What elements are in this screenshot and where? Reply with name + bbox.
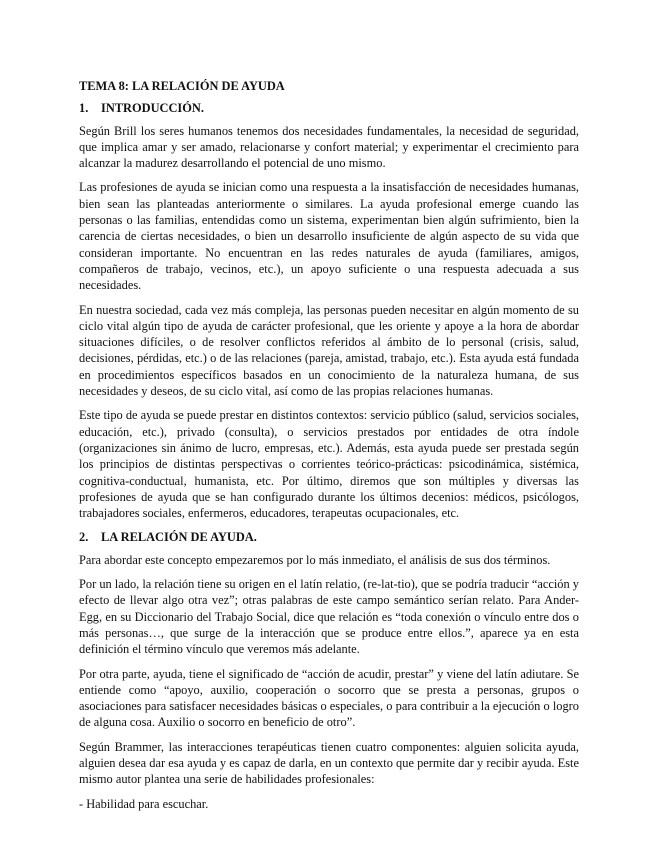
document-title: TEMA 8: LA RELACIÓN DE AYUDA	[79, 79, 285, 93]
paragraph: Por otra parte, ayuda, tiene el significado de “acción de acudir, prestar” y viene del latín adiutare. Se entiende como “apoyo, auxilio, cooperación o socorro que se presta a personas, grupos o asociaciones para satisfacer necesidades básicas o especiales, o para contribuir a la ejecución o logro de alguna cosa. Auxilio o socorro en beneficio de otro”.	[79, 666, 579, 730]
paragraph: Las profesiones de ayuda se inician como una respuesta a la insatisfacción de necesidades humanas, bien sean las planteadas anteriormente o similares. La ayuda profesional emerge cuando las personas o las familias, entendidas como un sistema, experimentan bien algún sufrimiento, bien la carencia de ciertas necesidades, o bien un desarrollo insuficiente de algún aspecto de su vida que consideran importante. No encuentran en las redes naturales de ayuda (familiares, amigos, compañeros de trabajo, vecinos, etc.), un apoyo suficiente o una respuesta adecuada a sus necesidades.	[79, 180, 579, 293]
section-heading-relacion-de-ayuda	[79, 529, 579, 545]
document-body	[79, 78, 579, 820]
paragraph: Según Brammer, las interacciones terapéuticas tienen cuatro componentes: alguien solicita ayuda, alguien desea dar esa ayuda y es capaz de darla, en un contexto que permite dar y recibir ayuda. Este mismo autor plantea una serie de habilidades profesionales:	[79, 739, 579, 787]
paragraph: Este tipo de ayuda se puede prestar en distintos contextos: servicio público (salud, servicios sociales, educación, etc.), privado (consulta), o servicios prestados por entidades de otra índole (organizaciones sin ánimo de lucro, empresas, etc.). Además, esta ayuda puede ser prestada según los principios de distintas perspectivas o corrientes teórico-prácticas: psicodinámica, sistémica, cognitiva-conductual, humanista, etc. Por último, diremos que son múltiples y diversas las profesiones de ayuda que se han configurado durante los últimos decenios: médicos, psicólogos, trabajadores sociales, enfermeros, educadores, terapeutas ocupacionales, etc.	[79, 408, 579, 521]
section-heading-introduccion	[79, 100, 579, 116]
section-number: 2.	[79, 530, 89, 545]
paragraph: Para abordar este concepto empezaremos por lo más inmediato, el análisis de sus dos términos.	[79, 552, 551, 567]
section-title: INTRODUCCIÓN.	[101, 101, 204, 116]
list-item: - Habilidad para escuchar.	[79, 796, 209, 811]
section-number: 1.	[79, 101, 89, 116]
paragraph: Por un lado, la relación tiene su origen en el latín relatio, (re-lat-tio), que se podría traducir “acción y efecto de llevar algo otra vez”; otras palabras de este campo semántico serían relato. Para Ander-Egg, en su Diccionario del Trabajo Social, dice que relación es “toda conexión o vínculo entre dos o más personas…, que surge de la interacción que se produce entre ellos.”, aparece ya en esta definición el término vínculo que veremos más adelante.	[79, 577, 579, 657]
section-title: LA RELACIÓN DE AYUDA.	[101, 530, 257, 545]
paragraph: En nuestra sociedad, cada vez más compleja, las personas pueden necesitar en algún momento de su ciclo vital algún tipo de ayuda de carácter profesional, que les oriente y apoye a la hora de abordar situaciones difíciles, o de resolver conflictos referidos al ámbito de lo personal (crisis, salud, decisiones, pérdidas, etc.) o de las relaciones (pareja, amistad, trabajo, etc.). Esta ayuda está fundada en procedimientos específicos basados en un conocimiento de la naturaleza humana, de sus necesidades y deseos, de su ciclo vital, así como de las propias relaciones humanas.	[79, 302, 579, 399]
paragraph: Según Brill los seres humanos tenemos dos necesidades fundamentales, la necesidad de seguridad, que implica amar y ser amado, relacionarse y confort material; y experimentar el crecimiento para alcanzar la madurez desarrollando el potencial de uno mismo.	[79, 123, 579, 171]
